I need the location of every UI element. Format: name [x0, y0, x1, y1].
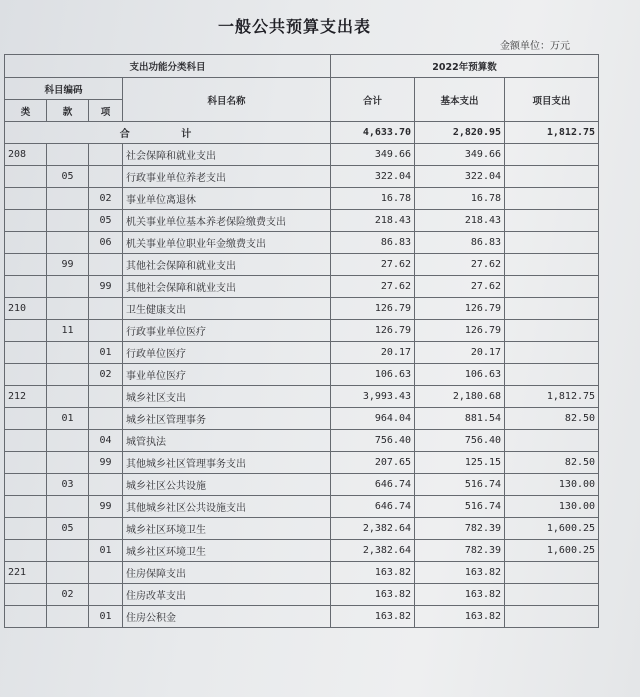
- cell-kuan: [47, 210, 89, 232]
- total-project: 1,812.75: [505, 122, 599, 144]
- cell-xiang: [89, 298, 123, 320]
- total-label: 合 计: [5, 122, 331, 144]
- cell-subject-name: 机关事业单位基本养老保险缴费支出: [123, 210, 331, 232]
- cell-xiang: [89, 584, 123, 606]
- cell-kuan: [47, 276, 89, 298]
- cell-kuan: 03: [47, 474, 89, 496]
- cell-total: 86.83: [331, 232, 415, 254]
- cell-lei: 212: [5, 386, 47, 408]
- cell-project: 130.00: [505, 496, 599, 518]
- cell-project: [505, 276, 599, 298]
- cell-project: 1,600.25: [505, 518, 599, 540]
- cell-xiang: 99: [89, 452, 123, 474]
- cell-total: 27.62: [331, 276, 415, 298]
- cell-project: [505, 232, 599, 254]
- cell-project: [505, 562, 599, 584]
- header-basic: 基本支出: [415, 78, 505, 122]
- cell-kuan: 05: [47, 166, 89, 188]
- table-row: [5, 540, 599, 562]
- cell-basic: 27.62: [415, 276, 505, 298]
- cell-total: 2,382.64: [331, 518, 415, 540]
- cell-xiang: [89, 518, 123, 540]
- cell-total: 3,993.43: [331, 386, 415, 408]
- cell-basic: 782.39: [415, 518, 505, 540]
- cell-xiang: 01: [89, 540, 123, 562]
- cell-lei: [5, 408, 47, 430]
- cell-project: [505, 430, 599, 452]
- table-row: [5, 144, 599, 166]
- cell-project: 1,812.75: [505, 386, 599, 408]
- table-row: [5, 320, 599, 342]
- cell-lei: 221: [5, 562, 47, 584]
- cell-kuan: [47, 232, 89, 254]
- cell-project: 1,600.25: [505, 540, 599, 562]
- cell-project: [505, 298, 599, 320]
- cell-subject-name: 城乡社区支出: [123, 386, 331, 408]
- cell-subject-name: 事业单位离退休: [123, 188, 331, 210]
- cell-lei: [5, 342, 47, 364]
- cell-basic: 881.54: [415, 408, 505, 430]
- cell-basic: 516.74: [415, 496, 505, 518]
- cell-total: 218.43: [331, 210, 415, 232]
- table-row: [5, 562, 599, 584]
- cell-lei: [5, 166, 47, 188]
- cell-basic: 126.79: [415, 298, 505, 320]
- cell-lei: [5, 232, 47, 254]
- cell-xiang: [89, 408, 123, 430]
- cell-xiang: 04: [89, 430, 123, 452]
- cell-basic: 218.43: [415, 210, 505, 232]
- cell-lei: [5, 518, 47, 540]
- cell-basic: 106.63: [415, 364, 505, 386]
- cell-total: 16.78: [331, 188, 415, 210]
- cell-subject-name: 行政事业单位医疗: [123, 320, 331, 342]
- cell-subject-name: 卫生健康支出: [123, 298, 331, 320]
- cell-xiang: [89, 562, 123, 584]
- cell-xiang: 06: [89, 232, 123, 254]
- cell-total: 163.82: [331, 584, 415, 606]
- cell-kuan: 02: [47, 584, 89, 606]
- cell-lei: 210: [5, 298, 47, 320]
- cell-xiang: 99: [89, 276, 123, 298]
- cell-lei: [5, 540, 47, 562]
- cell-basic: 125.15: [415, 452, 505, 474]
- cell-kuan: 05: [47, 518, 89, 540]
- cell-basic: 163.82: [415, 606, 505, 628]
- header-subject-name: 科目名称: [123, 78, 331, 122]
- total-basic: 2,820.95: [415, 122, 505, 144]
- cell-kuan: [47, 188, 89, 210]
- cell-kuan: [47, 562, 89, 584]
- cell-subject-name: 城管执法: [123, 430, 331, 452]
- cell-xiang: 01: [89, 606, 123, 628]
- cell-project: [505, 364, 599, 386]
- cell-project: [505, 210, 599, 232]
- table-row: [5, 518, 599, 540]
- table-body: [5, 122, 599, 628]
- cell-basic: 516.74: [415, 474, 505, 496]
- cell-xiang: [89, 320, 123, 342]
- cell-total: 964.04: [331, 408, 415, 430]
- table-header: [5, 55, 599, 122]
- cell-subject-name: 城乡社区管理事务: [123, 408, 331, 430]
- cell-lei: [5, 276, 47, 298]
- cell-basic: 20.17: [415, 342, 505, 364]
- table-row: [5, 188, 599, 210]
- cell-xiang: 05: [89, 210, 123, 232]
- cell-total: 756.40: [331, 430, 415, 452]
- cell-lei: [5, 474, 47, 496]
- cell-project: [505, 188, 599, 210]
- cell-project: 130.00: [505, 474, 599, 496]
- cell-xiang: 02: [89, 188, 123, 210]
- header-kuan: 款: [47, 100, 89, 122]
- table-row: [5, 298, 599, 320]
- cell-xiang: 01: [89, 342, 123, 364]
- page-title: 一般公共预算支出表: [218, 17, 372, 36]
- cell-total: 646.74: [331, 474, 415, 496]
- cell-project: [505, 254, 599, 276]
- table-row: [5, 452, 599, 474]
- cell-total: 322.04: [331, 166, 415, 188]
- header-function-class: 支出功能分类科目: [5, 55, 331, 78]
- cell-basic: 349.66: [415, 144, 505, 166]
- table-row: [5, 606, 599, 628]
- cell-kuan: [47, 342, 89, 364]
- cell-total: 126.79: [331, 298, 415, 320]
- cell-lei: [5, 430, 47, 452]
- cell-kuan: [47, 540, 89, 562]
- cell-basic: 322.04: [415, 166, 505, 188]
- cell-xiang: [89, 254, 123, 276]
- cell-total: 2,382.64: [331, 540, 415, 562]
- table-row: [5, 584, 599, 606]
- cell-xiang: [89, 144, 123, 166]
- cell-basic: 782.39: [415, 540, 505, 562]
- cell-lei: [5, 606, 47, 628]
- cell-basic: 27.62: [415, 254, 505, 276]
- cell-kuan: [47, 386, 89, 408]
- cell-lei: [5, 584, 47, 606]
- cell-xiang: [89, 474, 123, 496]
- cell-subject-name: 事业单位医疗: [123, 364, 331, 386]
- cell-total: 163.82: [331, 606, 415, 628]
- cell-subject-name: 行政单位医疗: [123, 342, 331, 364]
- table-row: [5, 496, 599, 518]
- cell-lei: 208: [5, 144, 47, 166]
- cell-kuan: 99: [47, 254, 89, 276]
- cell-subject-name: 其他社会保障和就业支出: [123, 276, 331, 298]
- cell-subject-name: 机关事业单位职业年金缴费支出: [123, 232, 331, 254]
- budget-table: [4, 54, 599, 628]
- cell-total: 207.65: [331, 452, 415, 474]
- cell-subject-name: 住房保障支出: [123, 562, 331, 584]
- cell-total: 20.17: [331, 342, 415, 364]
- cell-lei: [5, 188, 47, 210]
- cell-subject-name: 城乡社区环境卫生: [123, 518, 331, 540]
- cell-subject-name: 住房公积金: [123, 606, 331, 628]
- table-row: [5, 166, 599, 188]
- cell-kuan: [47, 364, 89, 386]
- table-row: [5, 408, 599, 430]
- cell-total: 646.74: [331, 496, 415, 518]
- table-row: [5, 342, 599, 364]
- cell-kuan: [47, 606, 89, 628]
- cell-subject-name: 行政事业单位养老支出: [123, 166, 331, 188]
- cell-xiang: 99: [89, 496, 123, 518]
- cell-project: 82.50: [505, 452, 599, 474]
- cell-project: 82.50: [505, 408, 599, 430]
- table-row: [5, 364, 599, 386]
- cell-basic: 163.82: [415, 584, 505, 606]
- cell-project: [505, 166, 599, 188]
- cell-lei: [5, 254, 47, 276]
- table-row: [5, 276, 599, 298]
- table-row: [5, 430, 599, 452]
- header-subject-code: 科目编码: [5, 78, 123, 100]
- table-row: [5, 210, 599, 232]
- cell-project: [505, 584, 599, 606]
- table-row: [5, 232, 599, 254]
- cell-lei: [5, 364, 47, 386]
- header-budget-year: 2022年预算数: [331, 55, 599, 78]
- cell-xiang: [89, 386, 123, 408]
- cell-subject-name: 住房改革支出: [123, 584, 331, 606]
- cell-basic: 86.83: [415, 232, 505, 254]
- cell-lei: [5, 452, 47, 474]
- cell-project: [505, 342, 599, 364]
- cell-total: 27.62: [331, 254, 415, 276]
- header-total: 合计: [331, 78, 415, 122]
- total-row: [5, 122, 599, 144]
- cell-total: 126.79: [331, 320, 415, 342]
- cell-kuan: [47, 430, 89, 452]
- cell-lei: [5, 496, 47, 518]
- cell-kuan: [47, 298, 89, 320]
- cell-total: 349.66: [331, 144, 415, 166]
- cell-subject-name: 城乡社区环境卫生: [123, 540, 331, 562]
- cell-xiang: 02: [89, 364, 123, 386]
- cell-lei: [5, 320, 47, 342]
- cell-subject-name: 社会保障和就业支出: [123, 144, 331, 166]
- cell-subject-name: 其他城乡社区公共设施支出: [123, 496, 331, 518]
- cell-kuan: [47, 452, 89, 474]
- cell-total: 106.63: [331, 364, 415, 386]
- cell-project: [505, 606, 599, 628]
- cell-project: [505, 144, 599, 166]
- cell-subject-name: 城乡社区公共设施: [123, 474, 331, 496]
- cell-basic: 756.40: [415, 430, 505, 452]
- cell-basic: 2,180.68: [415, 386, 505, 408]
- header-xiang: 项: [89, 100, 123, 122]
- header-project: 项目支出: [505, 78, 599, 122]
- cell-kuan: 01: [47, 408, 89, 430]
- cell-basic: 16.78: [415, 188, 505, 210]
- cell-kuan: 11: [47, 320, 89, 342]
- cell-total: 163.82: [331, 562, 415, 584]
- cell-kuan: [47, 144, 89, 166]
- total-amount: 4,633.70: [331, 122, 415, 144]
- header-lei: 类: [5, 100, 47, 122]
- cell-basic: 126.79: [415, 320, 505, 342]
- cell-lei: [5, 210, 47, 232]
- cell-basic: 163.82: [415, 562, 505, 584]
- cell-subject-name: 其他社会保障和就业支出: [123, 254, 331, 276]
- table-row: [5, 474, 599, 496]
- unit-label: 金额单位：万元: [500, 41, 570, 52]
- cell-project: [505, 320, 599, 342]
- cell-kuan: [47, 496, 89, 518]
- cell-subject-name: 其他城乡社区管理事务支出: [123, 452, 331, 474]
- table-row: [5, 386, 599, 408]
- table-row: [5, 254, 599, 276]
- cell-xiang: [89, 166, 123, 188]
